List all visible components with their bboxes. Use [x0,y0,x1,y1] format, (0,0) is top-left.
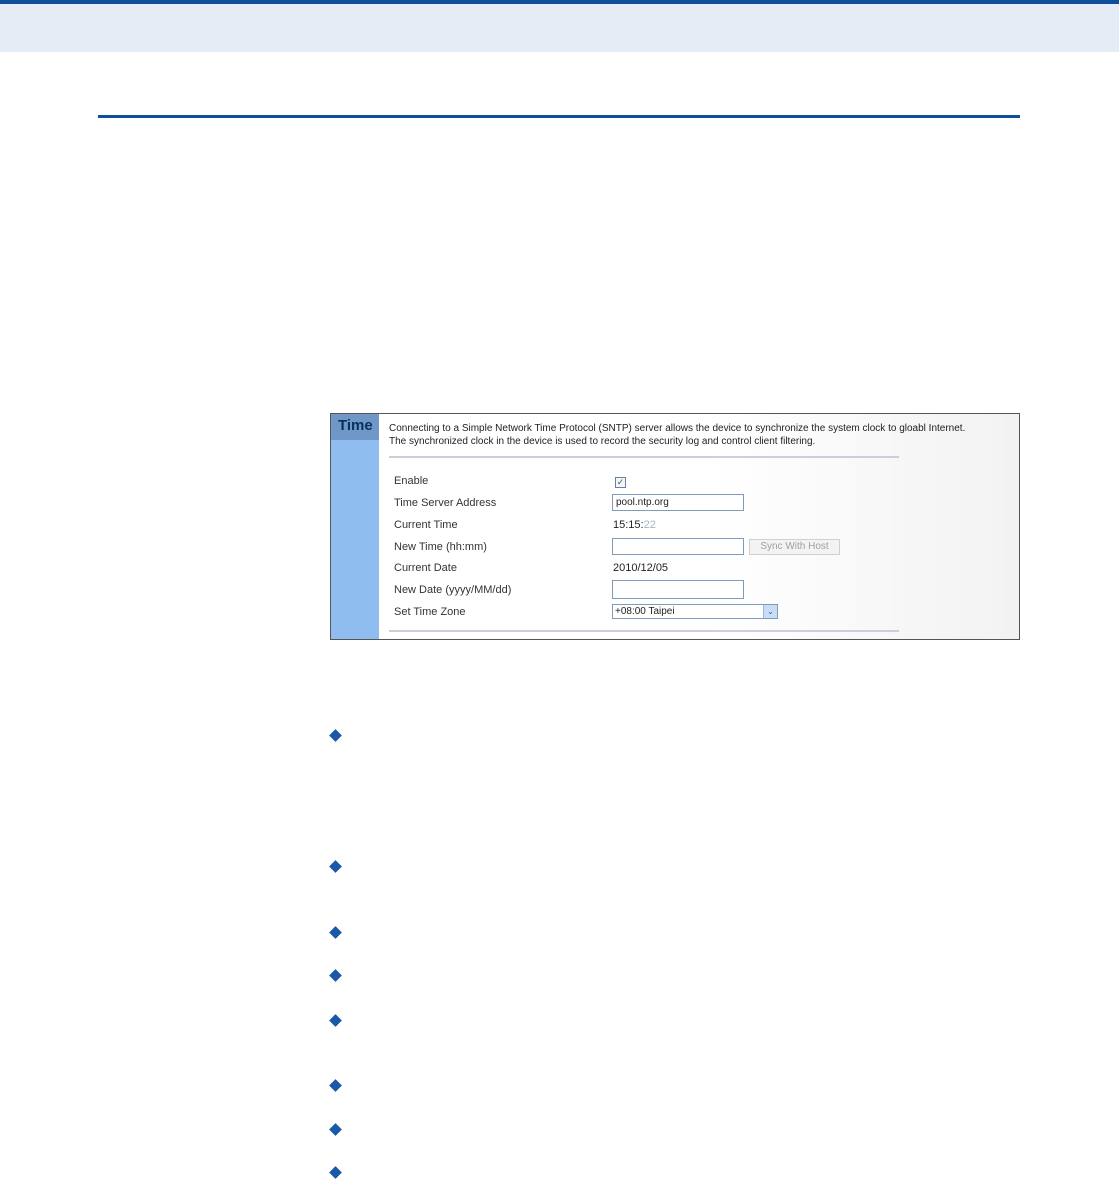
panel-title: Time [338,417,373,434]
diamond-bullet-icon [329,1079,342,1092]
new-date-label: New Date (yyyy/MM/dd) [394,584,512,596]
current-time-seconds: 22 [643,519,656,531]
enable-label: Enable [394,475,429,487]
section-divider [98,115,1020,118]
new-time-label: New Time (hh:mm) [394,541,487,553]
current-time-value [613,519,656,531]
new-time-input[interactable] [612,538,744,555]
time-zone-value: +08:00 Taipei [615,606,675,617]
panel-title-box [331,414,379,440]
time-server-label: Time Server Address [394,497,497,509]
current-time-hhmm: 15:15: [613,519,644,531]
sync-with-host-button[interactable]: Sync With Host [749,539,840,555]
new-date-input[interactable] [612,580,744,599]
diamond-bullet-icon [329,1166,342,1179]
current-date-value: 2010/12/05 [613,562,669,574]
diamond-bullet-icon [329,969,342,982]
description-line-2: The synchronized clock in the device is used to record the security log and control client filtering. [389,436,816,447]
diamond-bullet-icon [329,729,342,742]
panel-sidebar [331,414,379,639]
panel-bottom-divider [389,630,899,632]
time-zone-select[interactable] [612,604,778,619]
panel-description [389,422,1019,448]
diamond-bullet-icon [329,1123,342,1136]
description-line-1: Connecting to a Simple Network Time Protocol (SNTP) server allows the device to synchronize the system clock to gloabl Internet. [389,423,966,434]
panel-top-divider [389,456,899,458]
time-settings-panel [330,413,1020,640]
chevron-down-icon[interactable]: ⌄ [763,605,777,618]
enable-checkbox[interactable]: ✓ [616,477,625,487]
diamond-bullet-icon [329,860,342,873]
diamond-bullet-icon [329,926,342,939]
time-server-input[interactable] [612,494,744,511]
current-date-label: Current Date [394,562,457,574]
diamond-bullet-icon [329,1014,342,1027]
time-zone-label: Set Time Zone [394,606,466,618]
header-band [0,0,1119,52]
current-time-label: Current Time [394,519,458,531]
